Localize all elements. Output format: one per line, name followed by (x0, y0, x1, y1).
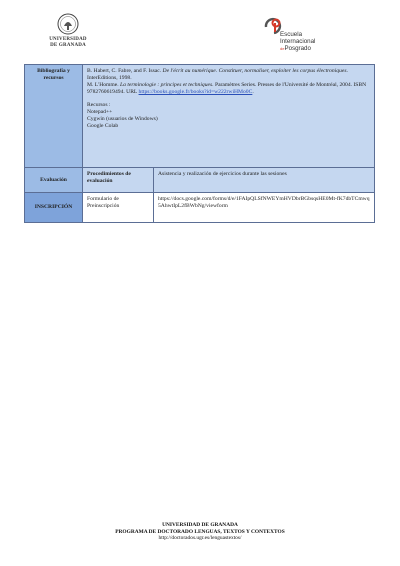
ugr-logo (44, 13, 92, 49)
bib-ref-2-authors: M. L'Homme. (87, 82, 119, 88)
bibliography-row (25, 65, 375, 168)
bib-ref-1-authors: B. Habert, C. Fabre, and F. Issac. (87, 68, 162, 74)
bib-ref-2-publisher: . Paramètres Series. Presses de l'Université de Montréal, 2004. ISBN 9782760619494. URL (87, 82, 367, 95)
bib-ref-2-title: La terminologie : principes et techniques (120, 82, 213, 88)
eip-line3-small: de (280, 46, 285, 51)
eip-logo (262, 15, 332, 55)
footer-university: UNIVERSIDAD DE GRANADA (162, 522, 238, 528)
eip-line3: Posgrado (284, 45, 311, 52)
bib-ref-2-link[interactable]: https://books.google.fr/books?id=w222rwiHMo0C (138, 89, 253, 95)
eip-line2: Internacional (280, 38, 316, 45)
resource-item: Notepad++ (87, 109, 113, 115)
resource-item: Cygwin (usuarios de Windows) (87, 116, 158, 122)
evaluation-row (25, 168, 375, 193)
bib-ref-2-end: . (252, 89, 254, 95)
footer-url[interactable]: http://doctorados.ugr.es/lenguastextos/ (158, 535, 242, 542)
registration-form-url[interactable]: https://docs.google.com/forms/d/e/1FAIpQLSfNWEYmHVDbrBGbsqsHE0Mt-fK7dbTCmwq5AhwtIpL2fBWbNg/viewform (154, 193, 375, 223)
registration-row (25, 193, 375, 223)
resources-title: Recursos : (87, 102, 111, 108)
course-info-table (24, 64, 375, 223)
ugr-name-line1: UNIVERSIDAD (49, 37, 87, 42)
eip-line1: Escuela (280, 31, 303, 38)
bib-ref-1-publisher: . InterEditions, 1998. (87, 68, 348, 81)
eip-text (280, 31, 315, 52)
bib-ref-1-title: De l'écrit au numérique. Constituer, normaliser, exploiter les corpus électroniques (162, 68, 347, 74)
eip-line3-row (280, 45, 315, 52)
resource-item: Google Colab (87, 123, 119, 129)
ugr-name-line2: DE GRANADA (50, 43, 86, 48)
ugr-seal-icon (57, 13, 79, 35)
bibliography-content (83, 65, 375, 168)
registration-label: INSCRIPCIÓN (25, 193, 83, 223)
page-footer (0, 522, 400, 542)
preregistration-form-label: Formulario de Preinscripción (83, 193, 154, 223)
evaluation-label: Evaluación (25, 168, 83, 193)
bib-ref-2 (87, 82, 370, 96)
footer-program: PROGRAMA DE DOCTORADO LENGUAS, TEXTOS Y CONTEXTOS (115, 528, 285, 535)
evaluation-value: Asistencia y realización de ejercicios durante las sesiones (154, 168, 375, 193)
bib-ref-1 (87, 68, 370, 82)
bibliography-label: Bibliografía y recursos (25, 65, 83, 168)
evaluation-procedures-label: Procedimientos de evaluación (83, 168, 154, 193)
